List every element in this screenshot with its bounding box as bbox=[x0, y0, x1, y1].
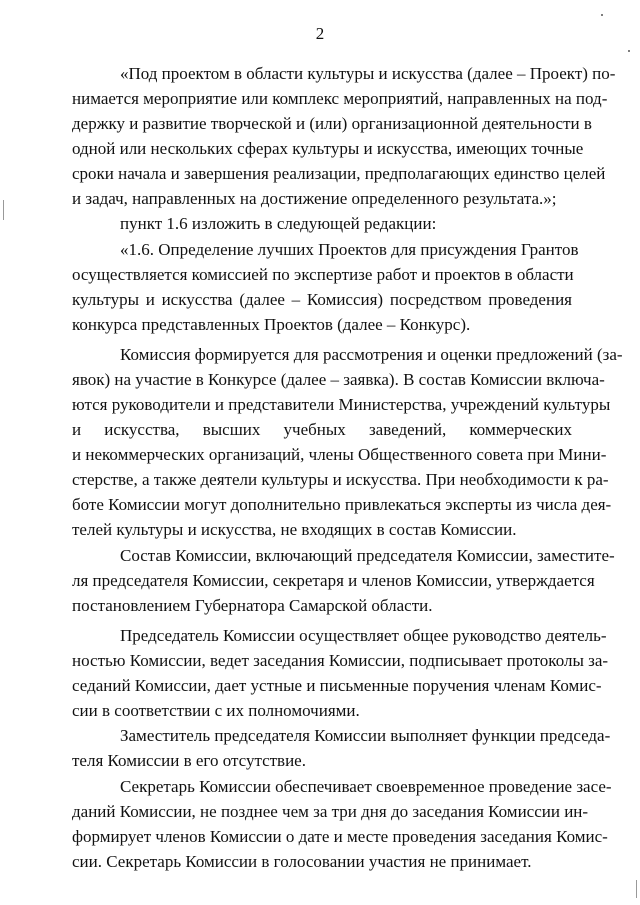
text-line: ются руководители и представители Министерства, учреждений культуры bbox=[72, 395, 611, 414]
scan-edge-mark bbox=[3, 200, 4, 220]
text-line: пункт 1.6 изложить в следующей редакции: bbox=[120, 214, 437, 233]
text-line: нимается мероприятие или комплекс мероприятий, направленных на под- bbox=[72, 89, 608, 108]
text-line: и искусства, высших учебных заведений, коммерческих bbox=[72, 420, 572, 439]
text-line: Комиссия формируется для рассмотрения и оценки предложений (за- bbox=[120, 345, 623, 364]
text-line: одной или нескольких сферах культуры и искусства, имеющих точные bbox=[72, 139, 584, 158]
text-line: телей культуры и искусства, не входящих в состав Комиссии. bbox=[72, 520, 517, 539]
text-line: конкурса представленных Проектов (далее – Конкурс). bbox=[72, 315, 471, 334]
text-line: осуществляется комиссией по экспертизе работ и проектов в области bbox=[72, 265, 574, 284]
text-line: даний Комиссии, не позднее чем за три дня до заседания Комиссии ин- bbox=[72, 802, 589, 821]
text-line: держку и развитие творческой и (или) организационной деятельности в bbox=[72, 114, 592, 133]
text-line: седаний Комиссии, дает устные и письменные поручения членам Комис- bbox=[72, 676, 602, 695]
text-line: ностью Комиссии, ведет заседания Комиссии, подписывает протоколы за- bbox=[72, 651, 609, 670]
scan-speck bbox=[601, 14, 603, 16]
text-line: сроки начала и завершения реализации, предполагающих единство целей bbox=[72, 164, 606, 183]
text-line: явок) на участие в Конкурсе (далее – заявка). В состав Комиссии включа- bbox=[72, 370, 605, 389]
text-line: постановлением Губернатора Самарской области. bbox=[72, 596, 433, 615]
scan-speck bbox=[628, 50, 630, 52]
text-line: сии. Секретарь Комиссии в голосовании участия не принимает. bbox=[72, 852, 532, 871]
text-line: боте Комиссии могут дополнительно привлекаться эксперты из числа дея- bbox=[72, 495, 612, 514]
text-line: Заместитель председателя Комиссии выполняет функции председа- bbox=[120, 726, 611, 745]
page-number: 2 bbox=[315, 24, 325, 43]
text-line: ля председателя Комиссии, секретаря и членов Комиссии, утверждается bbox=[72, 571, 595, 590]
text-line: культуры и искусства (далее – Комиссия) посредством проведения bbox=[72, 290, 572, 309]
text-line: «1.6. Определение лучших Проектов для присуждения Грантов bbox=[120, 240, 579, 259]
text-line: «Под проектом в области культуры и искусства (далее – Проект) по- bbox=[120, 64, 616, 83]
text-line: Состав Комиссии, включающий председателя Комиссии, заместите- bbox=[120, 546, 615, 565]
text-line: и некоммерческих организаций, члены Общественного совета при Мини- bbox=[72, 445, 607, 464]
scan-edge-mark bbox=[636, 880, 637, 898]
text-line: формирует членов Комиссии о дате и месте проведения заседания Комис- bbox=[72, 827, 608, 846]
text-line: стерстве, а также деятели культуры и искусства. При необходимости к ра- bbox=[72, 470, 609, 489]
text-line: Секретарь Комиссии обеспечивает своевременное проведение засе- bbox=[120, 777, 612, 796]
text-line: сии в соответствии с их полномочиями. bbox=[72, 701, 360, 720]
text-line: Председатель Комиссии осуществляет общее руководство деятель- bbox=[120, 626, 607, 645]
text-line: и задач, направленных на достижение определенного результата.»; bbox=[72, 189, 557, 208]
text-line: теля Комиссии в его отсутствие. bbox=[72, 751, 306, 770]
